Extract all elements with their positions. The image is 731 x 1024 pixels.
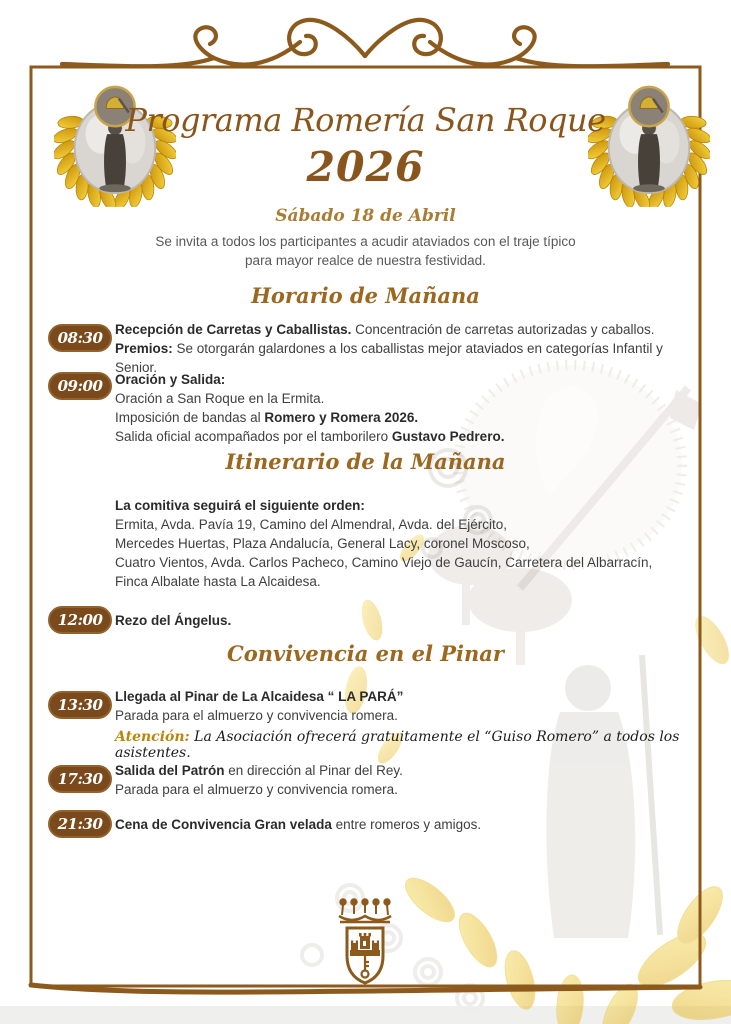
event-text: Salida del Patrón en dirección al Pinar del Rey. Parada para el almuerzo y convivencia romera. xyxy=(115,763,403,797)
page-year: 2026 xyxy=(306,143,425,191)
intro-line: para mayor realce de nuestra festividad. xyxy=(245,253,486,268)
attention-note xyxy=(115,729,731,761)
route-block xyxy=(0,496,731,591)
scroll-flourish-icon xyxy=(62,20,668,66)
time-badge: 21:30 xyxy=(48,810,112,838)
schedule-row-1330 xyxy=(0,687,731,725)
san-roque-coat-of-arms-icon xyxy=(315,894,415,988)
time-badge: 09:00 xyxy=(48,372,112,400)
intro-line: Se invita a todos los participantes a acudir ataviados con el traje típico xyxy=(155,234,576,249)
event-text: Recepción de Carretas y Caballistas. Concentración de carretas autorizadas y caballos. Premios: Se otorgarán galardones a los caballistas mejor ataviados en categorías Infantil y Senior. xyxy=(115,322,663,375)
section-heading-pinar: Convivencia en el Pinar xyxy=(227,641,504,666)
intro-text xyxy=(0,232,731,270)
schedule-row-1730 xyxy=(0,761,731,799)
route-text: La comitiva seguirá el siguiente orden: Ermita, Avda. Pavía 19, Camino del Almendral, Avda. del Ejército, Mercedes Huertas, Plaza Andalucía, General Lacy, coronel Moscoso, Cuatro Vientos, Avda. Carlos Pacheco, Camino Viejo de Gaucín, Carretera del Albarracín, Finca Albalate hasta La Alcaidesa. xyxy=(115,498,653,589)
time-badge: 12:00 xyxy=(48,606,112,634)
attention-label: Atención: xyxy=(115,729,190,745)
event-text: Rezo del Ángelus. xyxy=(115,613,232,628)
time-badge: 17:30 xyxy=(48,765,112,793)
section-heading-itinerary: Itinerario de la Mañana xyxy=(225,449,506,474)
page-title: Programa Romería San Roque xyxy=(125,101,606,139)
schedule-row-0900 xyxy=(0,370,731,446)
schedule-row-1200 xyxy=(0,606,731,630)
event-text: Cena de Convivencia Gran velada entre romeros y amigos. xyxy=(115,817,482,832)
event-text: Oración y Salida: Oración a San Roque en la Ermita. Imposición de bandas al Romero y Romera 2026. Salida oficial acompañados por el tamborilero Gustavo Pedrero. xyxy=(115,372,505,444)
schedule-row-2130 xyxy=(0,810,731,834)
attention-text: La Asociación ofrecerá gratuitamente el “Guiso Romero” a todos los asistentes. xyxy=(115,729,680,761)
event-text: Llegada al Pinar de La Alcaidesa “ LA PARÁ” Parada para el almuerzo y convivencia romera. xyxy=(115,689,404,723)
section-heading-morning: Horario de Mañana xyxy=(251,283,480,308)
time-badge: 13:30 xyxy=(48,691,112,719)
schedule-row-0830 xyxy=(0,320,731,377)
event-date: Sábado 18 de Abril xyxy=(275,206,456,226)
time-badge: 08:30 xyxy=(48,324,112,352)
